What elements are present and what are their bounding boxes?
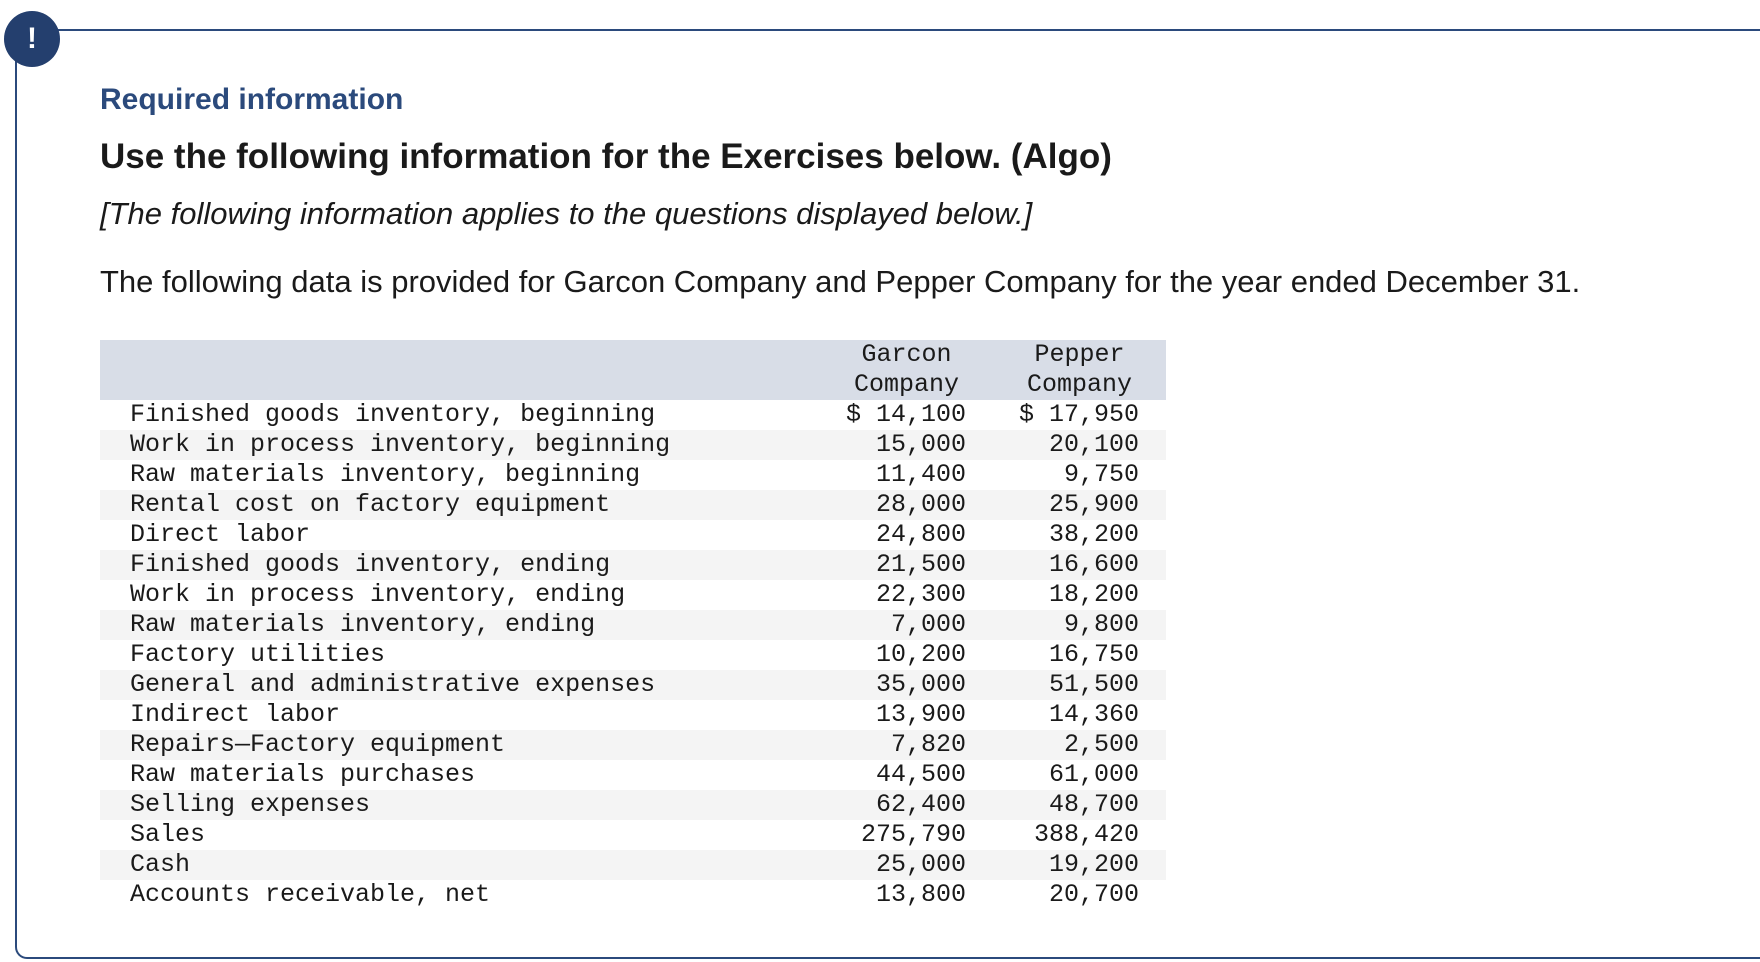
pepper-value: 2,500	[993, 730, 1166, 760]
garcon-value: 28,000	[820, 490, 993, 520]
required-information-title: Required information	[100, 83, 404, 116]
table-row	[100, 490, 1166, 520]
pepper-header-line2: Company	[1026, 370, 1133, 399]
pepper-value: 388,420	[993, 820, 1166, 850]
row-label: Finished goods inventory, beginning	[100, 400, 820, 430]
table-row	[100, 640, 1166, 670]
pepper-value: 20,100	[993, 430, 1166, 460]
row-label: Finished goods inventory, ending	[100, 550, 820, 580]
info-content	[100, 78, 1720, 304]
table-row	[100, 760, 1166, 790]
row-label: Raw materials inventory, beginning	[100, 460, 820, 490]
garcon-header-line1: Garcon	[861, 340, 952, 369]
table-row	[100, 820, 1166, 850]
garcon-value: 13,800	[820, 880, 993, 910]
table-row	[100, 580, 1166, 610]
pepper-value: $ 17,950	[993, 400, 1166, 430]
row-label: Work in process inventory, ending	[100, 580, 820, 610]
garcon-value: 10,200	[820, 640, 993, 670]
garcon-value: $ 14,100	[820, 400, 993, 430]
pepper-value: 20,700	[993, 880, 1166, 910]
table-row	[100, 460, 1166, 490]
garcon-column-header	[820, 340, 993, 400]
table-row	[100, 400, 1166, 430]
company-data-table	[100, 340, 1166, 910]
label-column-header	[100, 340, 820, 400]
applies-note: [The following information applies to the questions displayed below.]	[100, 196, 1033, 231]
row-label: Selling expenses	[100, 790, 820, 820]
alert-icon: !	[4, 11, 60, 67]
table-header-row	[100, 340, 1166, 400]
row-label: Factory utilities	[100, 640, 820, 670]
pepper-column-header	[993, 340, 1166, 400]
garcon-value: 21,500	[820, 550, 993, 580]
pepper-value: 38,200	[993, 520, 1166, 550]
pepper-value: 48,700	[993, 790, 1166, 820]
table-row	[100, 730, 1166, 760]
garcon-value: 13,900	[820, 700, 993, 730]
garcon-value: 15,000	[820, 430, 993, 460]
row-label: Sales	[100, 820, 820, 850]
row-label: Raw materials purchases	[100, 760, 820, 790]
row-label: Direct labor	[100, 520, 820, 550]
table-row	[100, 550, 1166, 580]
row-label: Raw materials inventory, ending	[100, 610, 820, 640]
row-label: Indirect labor	[100, 700, 820, 730]
table-row	[100, 850, 1166, 880]
garcon-value: 275,790	[820, 820, 993, 850]
pepper-value: 16,600	[993, 550, 1166, 580]
pepper-value: 19,200	[993, 850, 1166, 880]
table-row	[100, 520, 1166, 550]
pepper-value: 61,000	[993, 760, 1166, 790]
row-label: Repairs—Factory equipment	[100, 730, 820, 760]
row-label: Rental cost on factory equipment	[100, 490, 820, 520]
pepper-value: 14,360	[993, 700, 1166, 730]
pepper-value: 25,900	[993, 490, 1166, 520]
pepper-value: 51,500	[993, 670, 1166, 700]
table-row	[100, 880, 1166, 910]
row-label: Accounts receivable, net	[100, 880, 820, 910]
table-row	[100, 430, 1166, 460]
table-row	[100, 790, 1166, 820]
garcon-value: 22,300	[820, 580, 993, 610]
pepper-value: 18,200	[993, 580, 1166, 610]
pepper-value: 16,750	[993, 640, 1166, 670]
row-label: General and administrative expenses	[100, 670, 820, 700]
garcon-value: 35,000	[820, 670, 993, 700]
row-label: Cash	[100, 850, 820, 880]
table-body	[100, 400, 1166, 910]
garcon-value: 62,400	[820, 790, 993, 820]
pepper-value: 9,800	[993, 610, 1166, 640]
garcon-value: 7,820	[820, 730, 993, 760]
intro-text: The following data is provided for Garcon Company and Pepper Company for the year ended December 31.	[100, 264, 1581, 299]
garcon-value: 24,800	[820, 520, 993, 550]
table-row	[100, 610, 1166, 640]
garcon-value: 25,000	[820, 850, 993, 880]
garcon-value: 44,500	[820, 760, 993, 790]
pepper-value: 9,750	[993, 460, 1166, 490]
exercise-heading: Use the following information for the Exercises below. (Algo)	[100, 137, 1112, 176]
garcon-header-line2: Company	[853, 370, 960, 399]
table-row	[100, 700, 1166, 730]
garcon-value: 11,400	[820, 460, 993, 490]
row-label: Work in process inventory, beginning	[100, 430, 820, 460]
garcon-value: 7,000	[820, 610, 993, 640]
table-row	[100, 670, 1166, 700]
pepper-header-line1: Pepper	[1034, 340, 1125, 369]
